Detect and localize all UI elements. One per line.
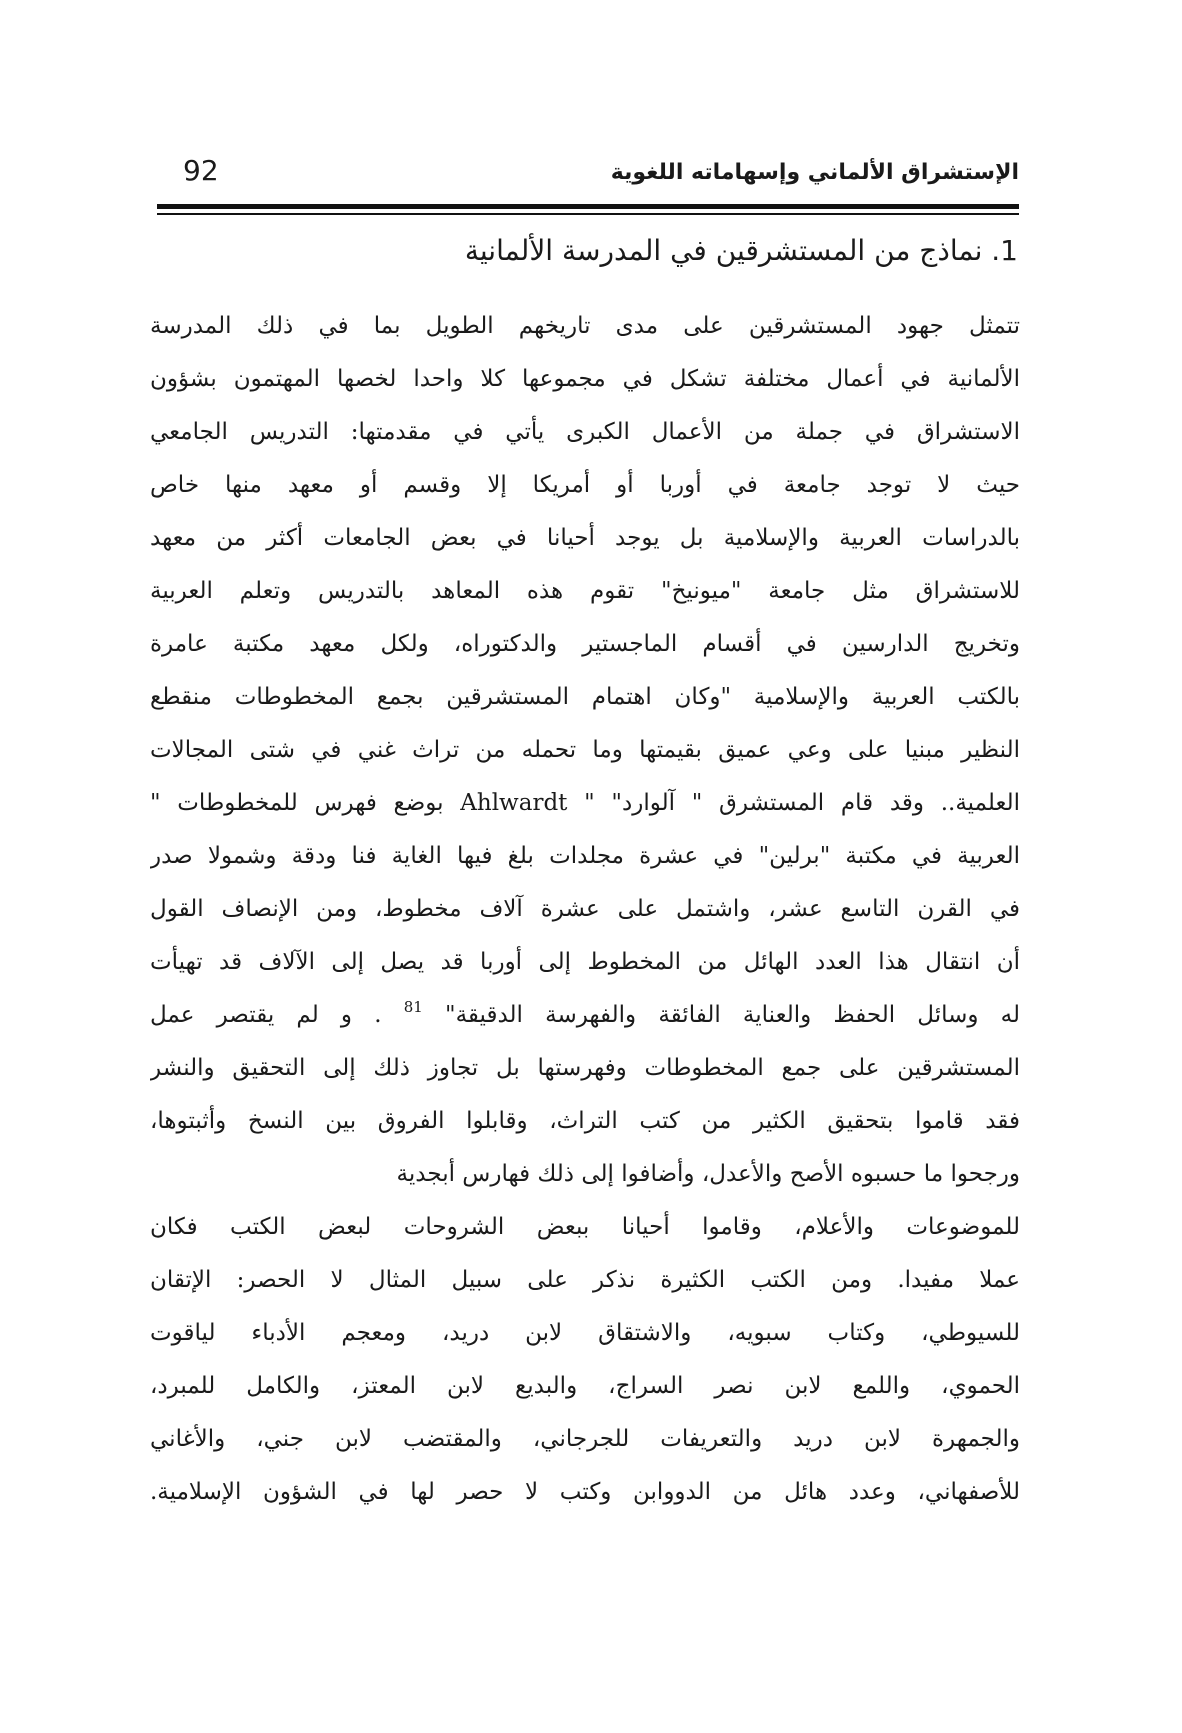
text-line: العلمية.. وقد قام المستشرق " آلوارد" " Ahlwardt بوضع فهرس للمخطوطات " [150,790,1020,816]
page-number: 92 [183,154,219,187]
running-title: الإستشراق الألماني وإسهاماته اللغوية [610,160,1019,185]
text-line: بالكتب العربية والإسلامية "وكان اهتمام المستشرقين بجمع المخطوطات منقطع [150,684,1020,710]
page-header [157,150,1019,202]
text-line: ورجحوا ما حسبوه الأصح والأعدل، وأضافوا إلى ذلك فهارس أبجدية [396,1161,1020,1187]
text-line: تتمثل جهود المستشرقين على مدى تاريخهم الطويل بما في ذلك المدرسة [150,313,1020,339]
text-line: للأصفهاني، وعدد هائل من الدووابن وكتب لا حصر لها في الشؤون الإسلامية. [150,1479,1020,1505]
text-line: حيث لا توجد جامعة في أوربا أو أمريكا إلا وقسم أو معهد منها خاص [150,472,1020,498]
text-line: النظير مبنيا على وعي عميق بقيمتها وما تحمله من تراث غني في شتى المجالات [150,737,1020,763]
text-line: بالدراسات العربية والإسلامية بل يوجد أحيانا في بعض الجامعات أكثر من معهد [150,525,1020,551]
body-paragraph [150,300,1020,1519]
text-line: العربية في مكتبة "برلين" في عشرة مجلدات بلغ فيها الغاية فنا ودقة وشمولا صدر [150,843,1020,869]
text-line: المستشرقين على جمع المخطوطات وفهرستها بل تجاوز ذلك إلى التحقيق والنشر [150,1055,1020,1081]
text-fragment: . و لم يقتصر عمل [150,1002,382,1028]
text-line: أن انتقال هذا العدد الهائل من المخطوط إلى أوربا قد يصل إلى الآلاف قد تهيأت [150,949,1020,975]
text-line: في القرن التاسع عشر، واشتمل على عشرة آلاف مخطوط، ومن الإنصاف القول [150,896,1020,922]
text-fragment: له وسائل الحفظ والعناية الفائقة والفهرسة الدقيقة" [444,1002,1020,1028]
text-line: الحموي، واللمع لابن نصر السراج، والبديع لابن المعتز، والكامل للمبرد، [150,1373,1020,1399]
text-line: فقد قاموا بتحقيق الكثير من كتب التراث، وقابلوا الفروق بين النسخ وأثبتوها، [150,1108,1020,1134]
text-line: للسيوطي، وكتاب سبويه، والاشتقاق لابن دريد، ومعجم الأدباء لياقوت [150,1320,1020,1346]
text-line: الاستشراق في جملة من الأعمال الكبرى يأتي في مقدمتها: التدريس الجامعي [150,419,1020,445]
header-rule-thin [157,213,1019,215]
text-line: والجمهرة لابن دريد والتعريفات للجرجاني، والمقتضب لابن جني، والأغاني [150,1426,1020,1452]
footnote-reference[interactable]: 81 [403,998,423,1016]
text-line: وتخريج الدارسين في أقسام الماجستير والدكتوراه، ولكل معهد مكتبة عامرة [150,631,1020,657]
section-heading: 1. نماذج من المستشرقين في المدرسة الألمانية [464,234,1018,267]
header-rule-thick [157,204,1019,209]
text-line: عملا مفيدا. ومن الكتب الكثيرة نذكر على سبيل المثال لا الحصر: الإتقان [150,1267,1020,1293]
text-line: للموضوعات والأعلام، وقاموا أحيانا ببعض الشروحات لبعض الكتب فكان [150,1214,1020,1240]
text-line-with-footnote [150,989,1020,1042]
text-line: للاستشراق مثل جامعة "ميونيخ" تقوم هذه المعاهد بالتدريس وتعلم العربية [150,578,1020,604]
text-line: الألمانية في أعمال مختلفة تشكل في مجموعها كلا واحدا لخصها المهتمون بشؤون [150,366,1020,392]
